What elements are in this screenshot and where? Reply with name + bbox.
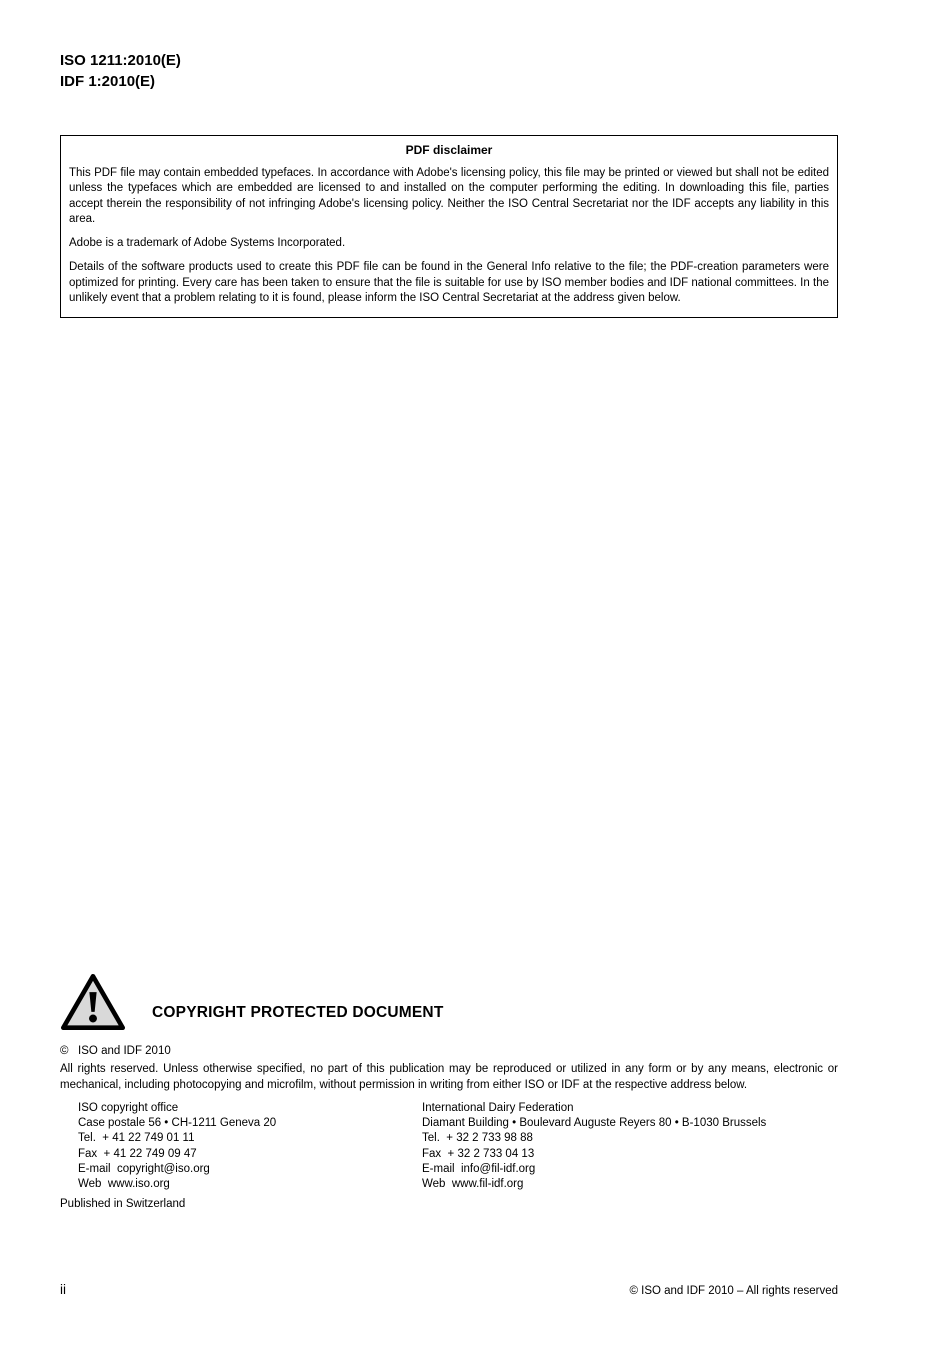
idf-office-email: E-mail info@fil-idf.org [422,1162,536,1175]
iso-address-block [60,1101,422,1192]
iso-office-name: ISO copyright office [78,1102,179,1114]
document-reference-idf: IDF 1:2010(E) [60,73,156,90]
iso-office-tel: Tel. + 41 22 749 01 11 [78,1132,195,1145]
disclaimer-paragraph: Adobe is a trademark of Adobe Systems Incorporated. [69,237,346,250]
idf-office-fax: Fax + 32 2 733 04 13 [422,1147,535,1160]
iso-office-email: E-mail copyright@iso.org [78,1162,210,1175]
document-reference-iso: ISO 1211:2010(E) [60,52,181,69]
iso-office-web: Web www.iso.org [78,1178,170,1191]
iso-office-fax: Fax + 41 22 749 09 47 [78,1147,197,1160]
footer-copyright-notice: © ISO and IDF 2010 – All rights reserved [629,1285,838,1297]
pdf-disclaimer-box [60,135,838,318]
idf-office-web: Web www.fil-idf.org [422,1178,524,1191]
iso-office-street: Case postale 56 • CH-1211 Geneva 20 [78,1117,277,1130]
page-number: ii [60,1282,66,1297]
warning-triangle-icon [60,972,126,1032]
idf-address-block [422,1101,838,1192]
published-in-line: Published in Switzerland [60,1198,186,1211]
rights-reserved-text: All rights reserved. Unless otherwise specified, no part of this publication may be reproduced or utilized in any form or by any means, electronic or mechanical, including photocopying and microfilm, without permission in writing from either ISO or IDF at the respective address below. [60,1063,838,1091]
copyright-protected-heading: COPYRIGHT PROTECTED DOCUMENT [152,1004,444,1021]
copyright-section [60,966,838,1210]
idf-office-tel: Tel. + 32 2 733 98 88 [422,1132,533,1145]
copyright-heading-row [60,966,838,1032]
idf-office-street: Diamant Building • Boulevard Auguste Reyers 80 • B-1030 Brussels [422,1117,767,1130]
disclaimer-paragraph: This PDF file may contain embedded typefaces. In accordance with Adobe's licensing policy, this file may be printed or viewed but shall not be edited unless the typefaces which are embedded are licensed to and installed on the computer performing the editing. In downloading this file, parties accept therein the responsibility of not infringing Adobe's licensing policy. Neither the ISO Central Secretariat nor the IDF accepts any liability in this area. [69,167,829,225]
publisher-addresses [60,1101,838,1192]
copyright-owner-line: © ISO and IDF 2010 [60,1045,171,1057]
disclaimer-paragraph: Details of the software products used to create this PDF file can be found in the General Info relative to the file; the PDF-creation parameters were optimized for printing. Every care has been taken to ensure that the file is suitable for use by ISO member bodies and IDF national committees. In the unlikely event that a problem relating to it is found, please inform the ISO Central Secretariat at the address given below. [69,261,829,305]
disclaimer-title: PDF disclaimer [405,143,493,157]
page-footer [60,1282,838,1297]
page-header [60,50,181,92]
idf-office-name: International Dairy Federation [422,1102,574,1114]
